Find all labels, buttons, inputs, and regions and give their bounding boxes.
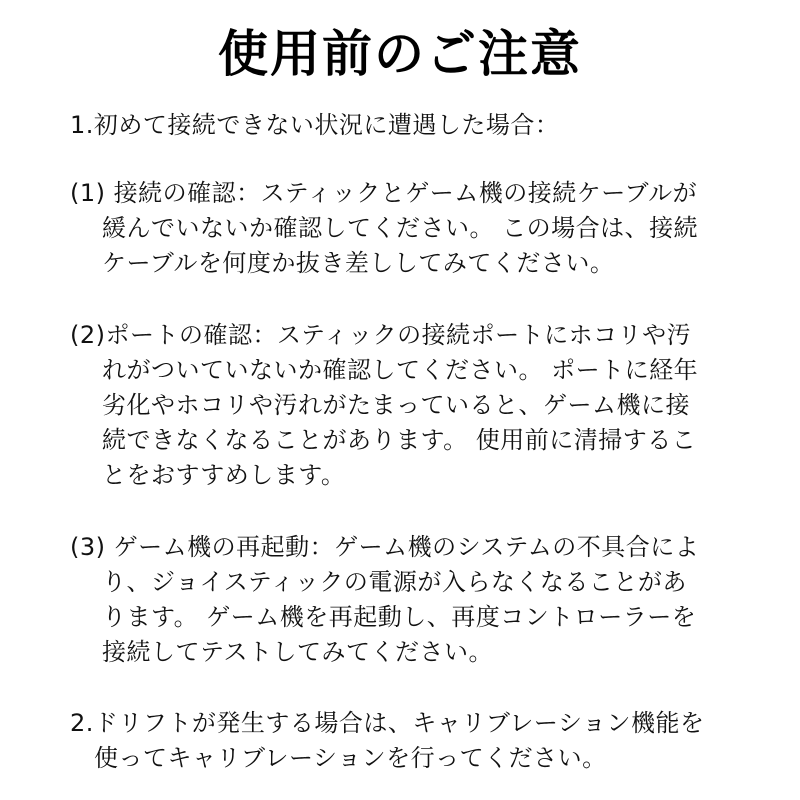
item-3-line-1: (3) ゲーム機の再起動：ゲーム機のシステムの不具合によ <box>70 533 700 561</box>
item-1-line-3: ケーブルを何度か抜き差ししてみてください。 <box>102 249 615 277</box>
section-2-line-1: 2.ドリフトが発生する場合は、キャリブレーション機能を <box>70 709 705 737</box>
item-3-line-2: り、ジョイスティックの電源が入らなくなることがあ <box>102 568 687 596</box>
item-3-line-4: 接続してテストしてみてください。 <box>102 638 494 666</box>
item-2-line-4: 続できなくなることがあります。 使用前に清掃するこ <box>102 426 697 454</box>
item-2-line-5: とをおすすめします。 <box>102 461 346 489</box>
item-1-line-2: 緩んでいないか確認してください。 この場合は、接続 <box>102 214 699 242</box>
section-2-line-2: 使ってキャリブレーションを行ってください。 <box>94 744 607 772</box>
item-2-line-3: 劣化やホコリや汚れがたまっていると、ゲーム機に接 <box>102 391 690 419</box>
item-2-line-1: (2)ポートの確認：スティックの接続ポートにホコリや汚 <box>70 321 692 349</box>
item-2-line-2: れがついていないか確認してください。 ポートに経年 <box>102 356 699 384</box>
item-3-line-3: ります。 ゲーム機を再起動し、再度コントローラーを <box>102 603 697 631</box>
section-1-heading: 1.初めて接続できない状況に遭遇した場合： <box>70 111 560 139</box>
item-1-line-1: (1) 接続の確認：スティックとゲーム機の接続ケーブルが <box>70 179 698 207</box>
page-title: 使用前のご注意 <box>218 25 582 83</box>
